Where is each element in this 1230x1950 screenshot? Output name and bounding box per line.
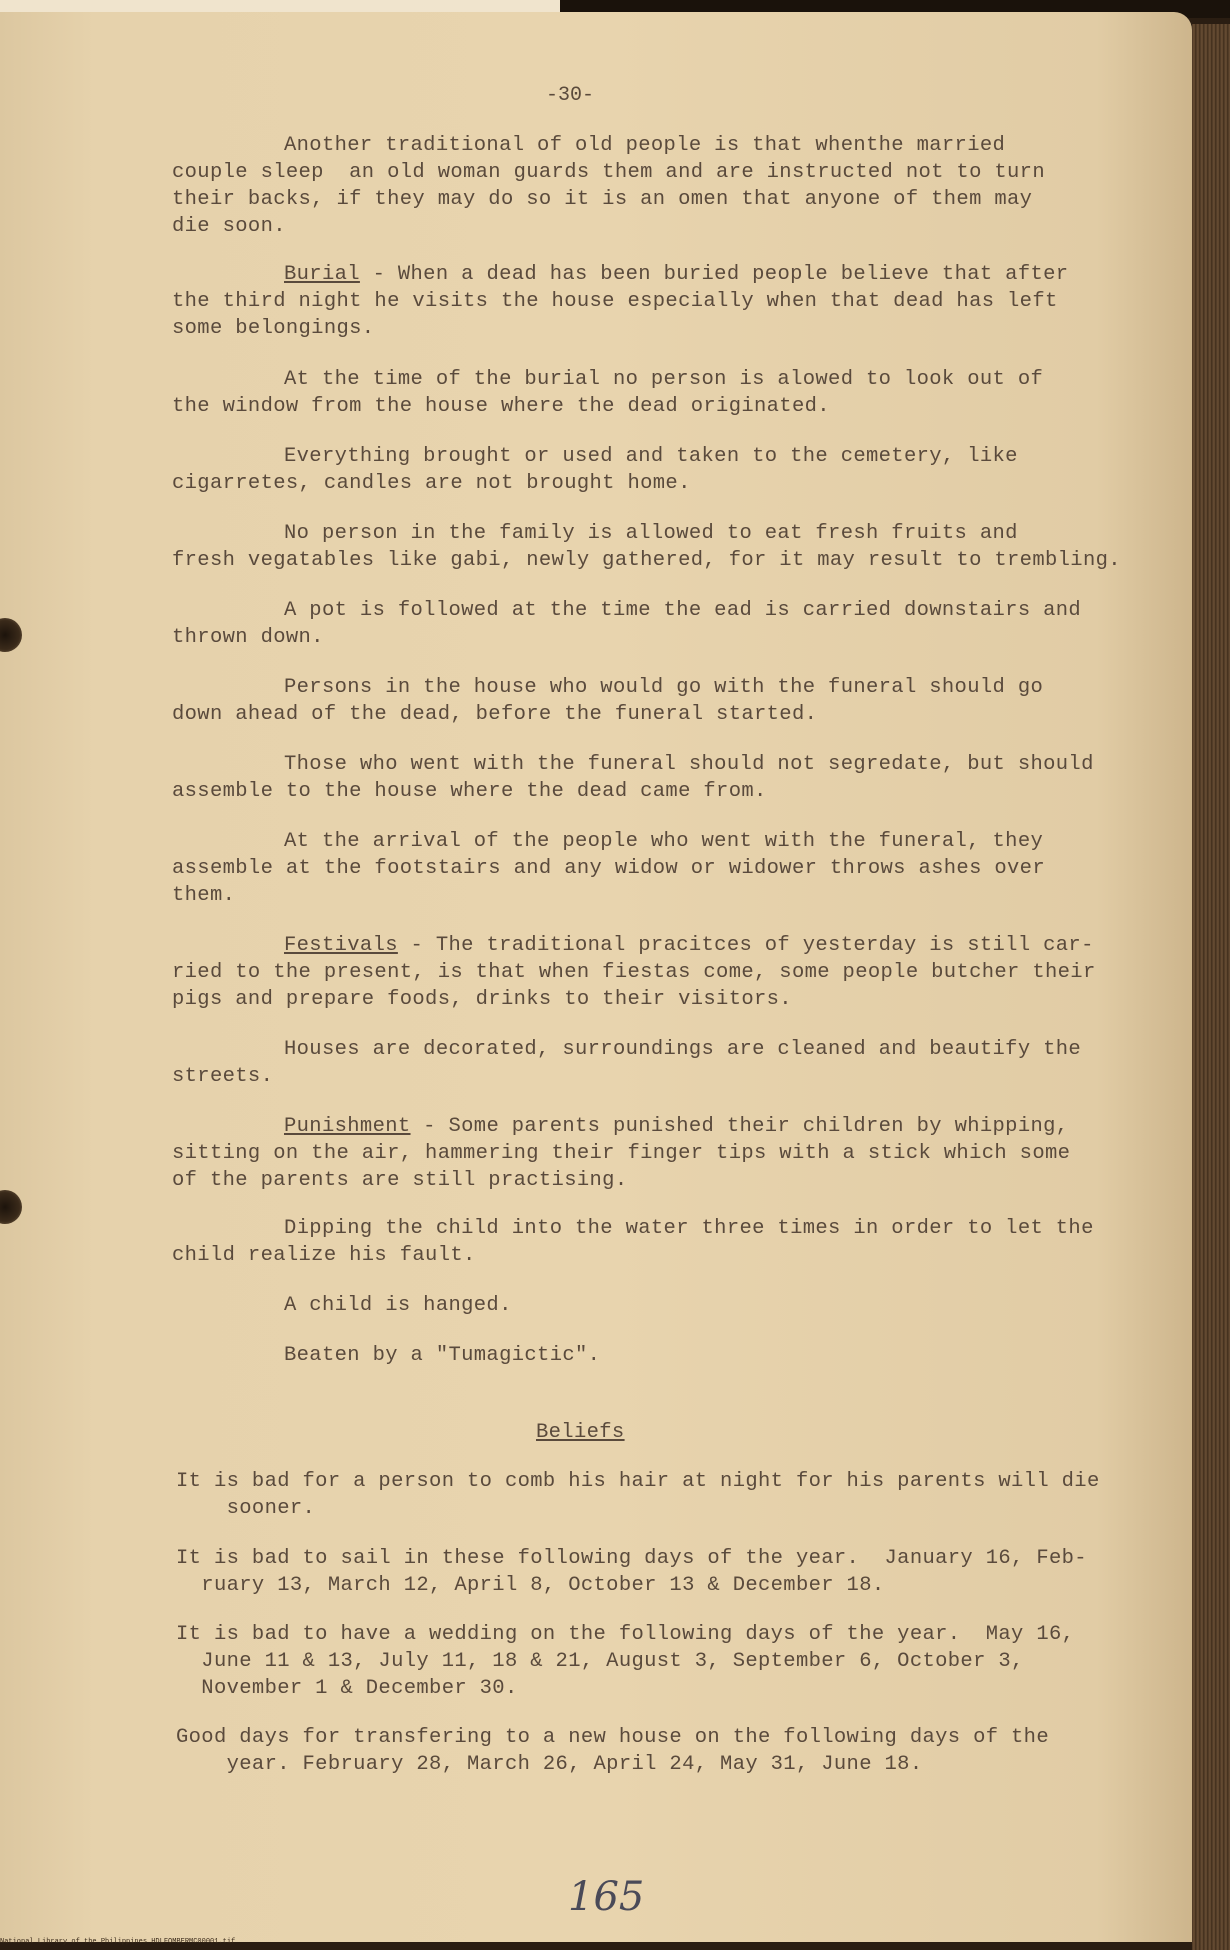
binder-hole [0,618,22,652]
belief-item: It is bad for a person to comb his hair at night for his parents will die sooner. [176,1470,1100,1520]
paragraph: No person in the family is allowed to eat fresh fruits and fresh vegatables like gabi, newly gathered, for it may result to trembling. [172,522,1121,572]
scan-footer: National Library of the Philippines HDLFOMBERMC00001.tif [0,1938,236,1946]
belief-item: It is bad to have a wedding on the following days of the year. May 16, June 11 & 13, July 11, 18 & 21, August 3, September 6, October 3, November 1 & December 30. [176,1623,1075,1700]
paragraph: At the time of the burial no person is alowed to look out of the window from the house where the dead originated. [172,368,1044,418]
document-page [0,12,1192,1942]
paragraph: A pot is followed at the time the ead is carried downstairs and thrown down. [172,599,1082,649]
paragraph: Another traditional of old people is that whenthe married couple sleep an old woman guards them and are instructed not to turn their backs, if they may do so it is an omen that anyone of them may die soon. [172,134,1045,238]
paragraph: Houses are decorated, surroundings are cleaned and beautify the streets. [172,1038,1082,1088]
binder-hole [0,1190,22,1224]
paragraph: Persons in the house who would go with the funeral should go down ahead of the dead, before the funeral started. [172,676,1044,726]
paragraph: Everything brought or used and taken to the cemetery, like cigarretes, candles are not brought home. [172,445,1018,495]
section-heading: Festivals [284,934,398,957]
section-heading: Burial [284,263,360,286]
paragraph: Those who went with the funeral should not segredate, but should assemble to the house where the dead came from. [172,753,1094,803]
section-heading: Punishment [284,1115,411,1138]
paragraph-festivals: Festivals - The traditional pracitces of yesterday is still car- ried to the present, is that when fiestas come, some people butcher their pigs and prepare foods, drinks to their visitors. [172,934,1096,1011]
book-page-edges [1192,24,1230,1950]
paragraph: Beaten by a "Tumagictic". [284,1344,601,1367]
belief-item: Good days for transfering to a new house on the following days of the year. February 28, March 26, April 24, May 31, June 18. [176,1726,1049,1776]
paragraph: At the arrival of the people who went with the funeral, they assemble at the footstairs and any widow or widower throws ashes over them. [172,830,1045,907]
paragraph-punishment: Punishment - Some parents punished their children by whipping, sitting on the air, hammering their finger tips with a stick which some of the parents are still practising. [172,1115,1071,1192]
handwritten-page-number: 165 [568,1874,645,1920]
page-number: -30- [546,84,595,107]
belief-item: It is bad to sail in these following days of the year. January 16, Feb- ruary 13, March 12, April 8, October 13 & December 18. [176,1547,1087,1597]
beliefs-heading: Beliefs [536,1421,625,1444]
paragraph: Dipping the child into the water three times in order to let the child realize his fault. [172,1217,1094,1267]
paragraph: A child is hanged. [284,1294,512,1317]
paragraph-burial: Burial - When a dead has been buried people believe that after the third night he visits the house especially when that dead has left some belongings. [172,263,1069,340]
